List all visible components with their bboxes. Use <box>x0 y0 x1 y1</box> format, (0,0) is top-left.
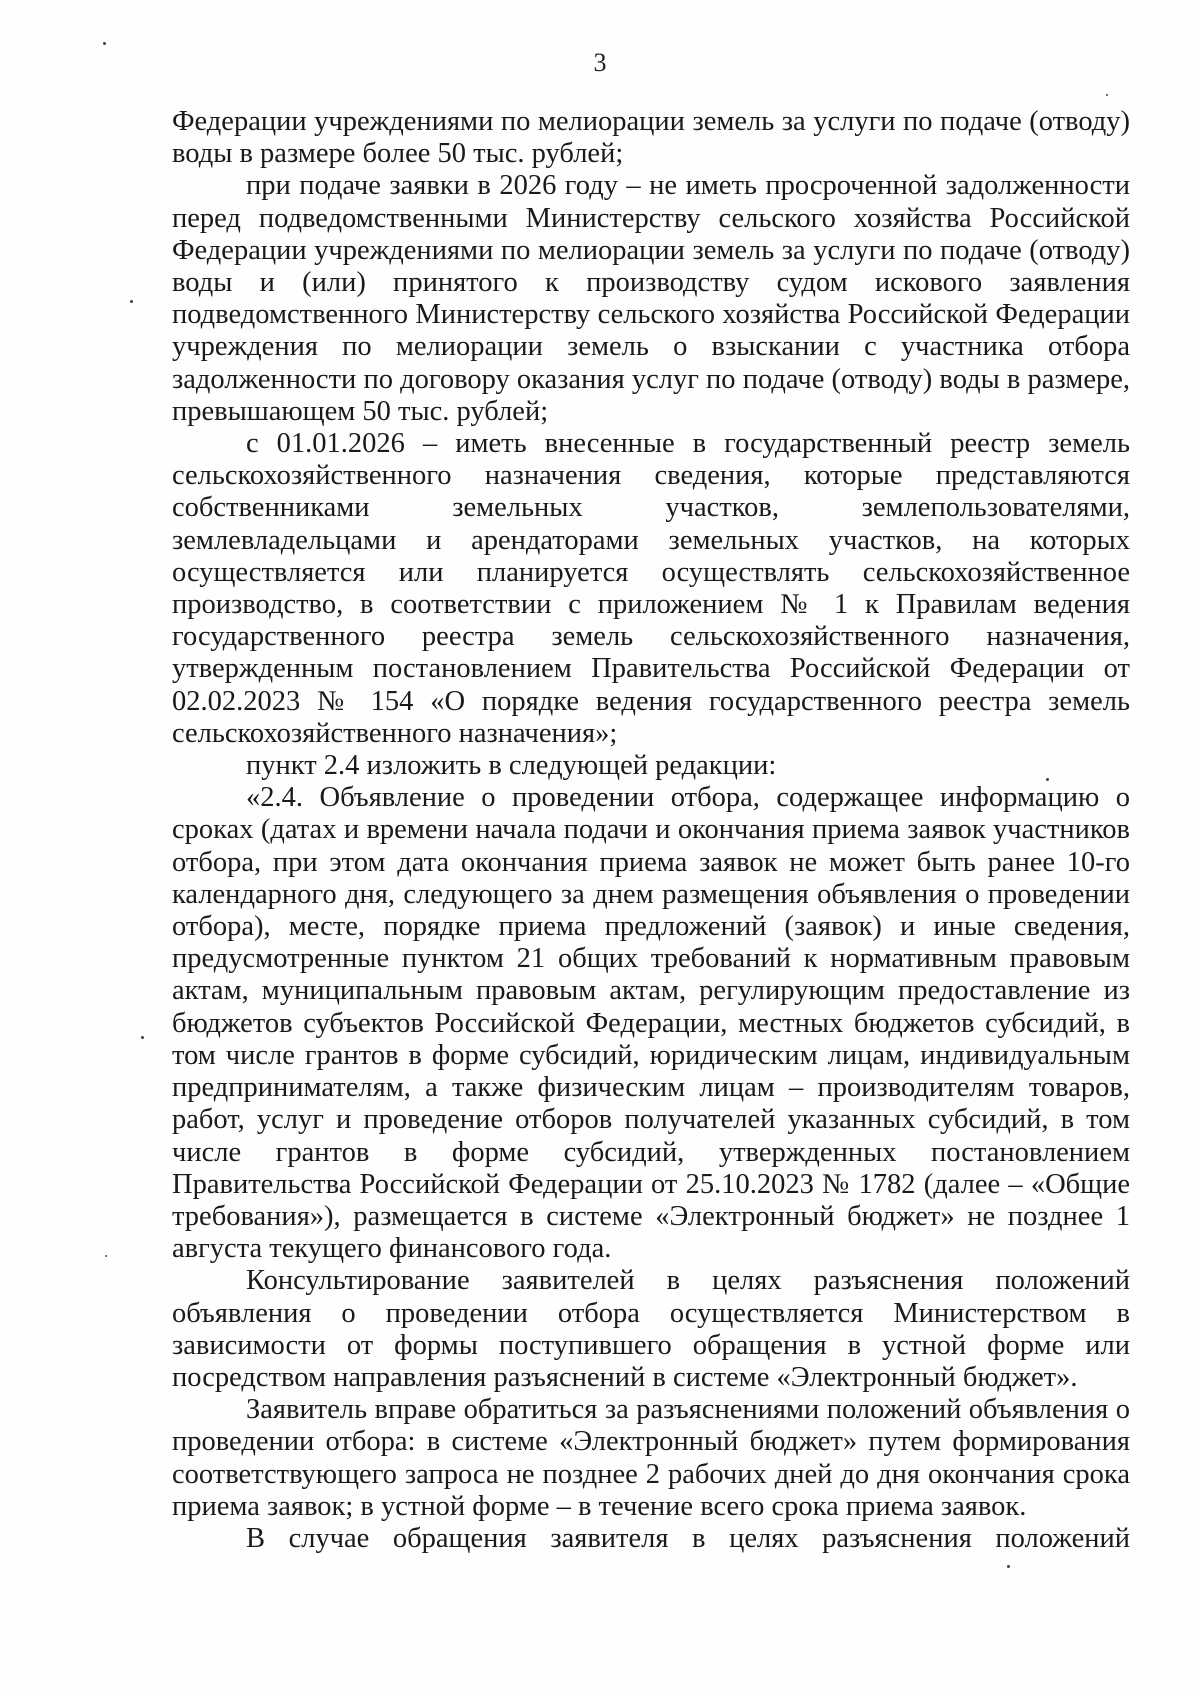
scan-speck <box>130 300 133 303</box>
scan-speck <box>105 1255 107 1257</box>
scan-speck <box>103 42 106 45</box>
paragraph-3: с 01.01.2026 – иметь внесенные в государственный реестр земель сельскохозяйственного назначения сведения, которые представляются собственниками земельных участков, землепользователями, землевладельцами и арендаторами земельных участков, на которых осуществляется или планируется осуществлять сельскохозяйственное производство, в соответствии с приложением № 1 к Правилам ведения государственного реестра земель сельскохозяйственного назначения, утвержденным постановлением Правительства Российской Федерации от 02.02.2023 № 154 «О порядке ведения государственного реестра земель сельскохозяйственного назначения»; <box>172 428 1130 749</box>
scan-speck <box>1106 94 1108 96</box>
paragraph-5: «2.4. Объявление о проведении отбора, содержащее информацию о сроках (датах и времени начала подачи и окончания приема заявок участников отбора, при этом дата окончания приема заявок не может быть ранее 10-го календарного дня, следующего за днем размещения объявления о проведении отбора), месте, порядке приема предложений (заявок) и иные сведения, предусмотренные пунктом 21 общих требований к нормативным правовым актам, муниципальным правовым актам, регулирующим предоставление из бюджетов субъектов Российской Федерации, местных бюджетов субсидий, в том числе грантов в форме субсидий, юридическим лицам, индивидуальным предпринимателям, а также физическим лицам – производителям товаров, работ, услуг и проведение отборов получателей указанных субсидий, в том числе грантов в форме субсидий, утвержденных постановлением Правительства Российской Федерации от 25.10.2023 № 1782 (далее – «Общие требования»), размещается в системе «Электронный бюджет» не позднее 1 августа текущего финансового года. <box>172 782 1130 1265</box>
paragraph-1: Федерации учреждениями по мелиорации земель за услуги по подаче (отводу) воды в размере более 50 тыс. рублей; <box>172 106 1130 170</box>
paragraph-4: пункт 2.4 изложить в следующей редакции: <box>246 750 777 782</box>
paragraph-8: В случае обращения заявителя в целях разъяснения положений <box>246 1522 1130 1554</box>
document-body <box>172 106 1130 1555</box>
paragraph-6: Консультирование заявителей в целях разъяснения положений объявления о проведении отбора осуществляется Министерством в зависимости от формы поступившего обращения в устной форме или посредством направления разъяснений в системе «Электронный бюджет». <box>172 1265 1130 1393</box>
scan-speck <box>1007 1565 1010 1568</box>
scan-speck <box>141 1036 144 1039</box>
paragraph-7: Заявитель вправе обратиться за разъяснениями положений объявления о проведении отбора: в системе «Электронный бюджет» путем формирования соответствующего запроса не позднее 2 рабочих дней до дня окончания срока приема заявок; в устной форме – в течение всего срока приема заявок. <box>172 1394 1130 1522</box>
scan-speck <box>1046 778 1049 781</box>
page-number: 3 <box>593 48 607 77</box>
paragraph-2: при подаче заявки в 2026 году – не иметь просроченной задолженности перед подведомственными Министерству сельского хозяйства Российской Федерации учреждениями по мелиорации земель за услуги по подаче (отводу) воды и (или) принятого к производству судом искового заявления подведомственного Министерству сельского хозяйства Российской Федерации учреждения по мелиорации земель о взыскании с участника отбора задолженности по договору оказания услуг по подаче (отводу) воды в размере, превышающем 50 тыс. рублей; <box>172 170 1130 427</box>
